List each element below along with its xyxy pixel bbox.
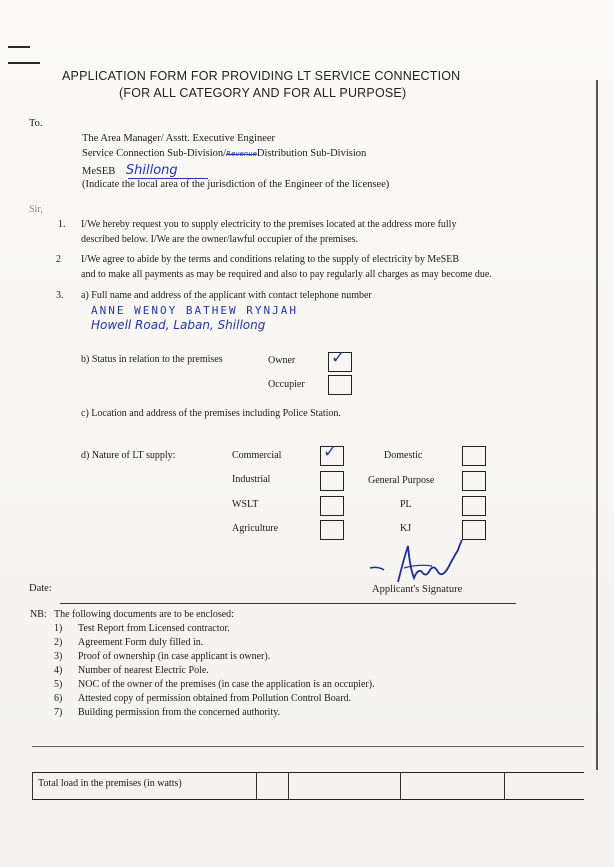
- supply-industrial-label: Industrial: [232, 474, 271, 485]
- supply-general-purpose-checkbox[interactable]: [462, 471, 486, 491]
- supply-wslt-checkbox[interactable]: [320, 496, 344, 516]
- supply-kj-label: KJ: [400, 523, 412, 534]
- meseb-label: MeSEB: [82, 166, 116, 177]
- addressee-line4: (Indicate the local area of the jurisdiction of the Engineer of the licensee): [82, 179, 390, 190]
- para1-line2: described below. I/We are the owner/lawful occupier of the premises.: [81, 234, 359, 245]
- para1-number: 1.: [58, 219, 66, 230]
- doc-num-3: 3): [54, 651, 63, 662]
- to-label: To.: [29, 118, 43, 129]
- form-title-line1: APPLICATION FORM FOR PROVIDING LT SERVICE CONNECTION: [62, 69, 461, 83]
- addressee-line2-suffix: Distribution Sub-Division: [256, 148, 367, 159]
- status-owner-checkbox[interactable]: [328, 348, 352, 372]
- doc-num-2: 2): [54, 637, 63, 648]
- supply-general-purpose-label: General Purpose: [368, 475, 435, 486]
- signature-label: Applicant's Signature: [372, 584, 463, 595]
- supply-pl-checkbox[interactable]: [462, 496, 486, 516]
- supply-commercial-label: Commercial: [232, 450, 282, 461]
- form-title-line2: (FOR ALL CATEGORY AND FOR ALL PURPOSE): [119, 86, 407, 100]
- handwritten-division: Revenue: [226, 150, 257, 158]
- check-mark-icon: ✓: [323, 442, 338, 462]
- para2-line1: I/We agree to abide by the terms and conditions relating to the supply of electricity by MeSEB: [81, 254, 459, 265]
- item3-number: 3.: [56, 290, 64, 301]
- item3b-label: b) Status in relation to the premises: [81, 354, 223, 365]
- para1-line1: I/We hereby request you to supply electricity to the premises located at the address more fully: [81, 219, 457, 230]
- total-load-label: Total load in the premises (in watts): [38, 778, 182, 789]
- scan-mark: [8, 46, 30, 48]
- table-col-divider: [288, 773, 289, 799]
- nb-label: NB:: [30, 609, 47, 620]
- doc-text-7: Building permission from the concerned authority.: [78, 707, 281, 718]
- addressee-line2: [82, 148, 366, 159]
- doc-text-6: Attested copy of permission obtained from Pollution Control Board.: [78, 693, 352, 704]
- table-col-divider: [400, 773, 401, 799]
- doc-num-7: 7): [54, 707, 63, 718]
- status-occupier-label: Occupier: [268, 379, 305, 390]
- item3a-label: a) Full name and address of the applicant with contact telephone number: [81, 290, 372, 301]
- status-owner-label: Owner: [268, 355, 296, 366]
- applicant-name[interactable]: ANNE WENOY BATHEW RYNJAH: [91, 304, 298, 317]
- doc-text-3: Proof of ownership (in case applicant is owner).: [78, 651, 271, 662]
- item3c-label: c) Location and address of the premises including Police Station.: [81, 408, 341, 419]
- addressee-line1: The Area Manager/ Asstt. Executive Engineer: [82, 133, 276, 144]
- doc-num-5: 5): [54, 679, 63, 690]
- supply-wslt-label: WSLT: [232, 499, 259, 510]
- addressee-line2-prefix: Service Connection Sub-Division/: [82, 148, 227, 159]
- total-load-table: [32, 772, 584, 800]
- check-mark-icon: ✓: [331, 348, 346, 368]
- doc-text-4: Number of nearest Electric Pole.: [78, 665, 209, 676]
- table-col-divider: [256, 773, 257, 799]
- supply-domestic-label: Domestic: [384, 450, 423, 461]
- doc-text-1: Test Report from Licensed contractor.: [78, 623, 230, 634]
- doc-num-4: 4): [54, 665, 63, 676]
- table-col-divider: [504, 773, 505, 799]
- supply-industrial-checkbox[interactable]: [320, 471, 344, 491]
- supply-commercial-checkbox[interactable]: [320, 442, 344, 466]
- sir-label: Sir,: [29, 204, 43, 215]
- supply-domestic-checkbox[interactable]: [462, 446, 486, 466]
- para2-number: 2: [56, 254, 61, 265]
- addressee-line3: [82, 163, 178, 178]
- table-col-divider: [32, 773, 33, 799]
- page-edge-line: [596, 80, 598, 770]
- scan-mark: [8, 62, 40, 64]
- doc-text-2: Agreement Form duly filled in.: [78, 637, 204, 648]
- supply-pl-label: PL: [400, 499, 412, 510]
- signature-divider: [60, 603, 516, 604]
- supply-kj-checkbox[interactable]: [462, 520, 486, 540]
- para2-line2: and to make all payments as may be required and also to pay regularly all charges as may become due.: [81, 269, 492, 280]
- item3d-label: d) Nature of LT supply:: [81, 450, 176, 461]
- doc-text-5: NOC of the owner of the premises (in case the application is an occupier).: [78, 679, 375, 690]
- nb-intro: The following documents are to be enclosed:: [54, 609, 234, 620]
- supply-agriculture-checkbox[interactable]: [320, 520, 344, 540]
- doc-num-6: 6): [54, 693, 63, 704]
- date-label: Date:: [29, 583, 52, 594]
- handwritten-location: Shillong: [125, 163, 178, 178]
- doc-num-1: 1): [54, 623, 63, 634]
- applicant-address[interactable]: Howell Road, Laban, Shillong: [91, 318, 266, 332]
- handwritten-signature: [368, 538, 478, 588]
- table-top-rule: [32, 746, 584, 747]
- status-occupier-checkbox[interactable]: [328, 375, 352, 395]
- supply-agriculture-label: Agriculture: [232, 523, 279, 534]
